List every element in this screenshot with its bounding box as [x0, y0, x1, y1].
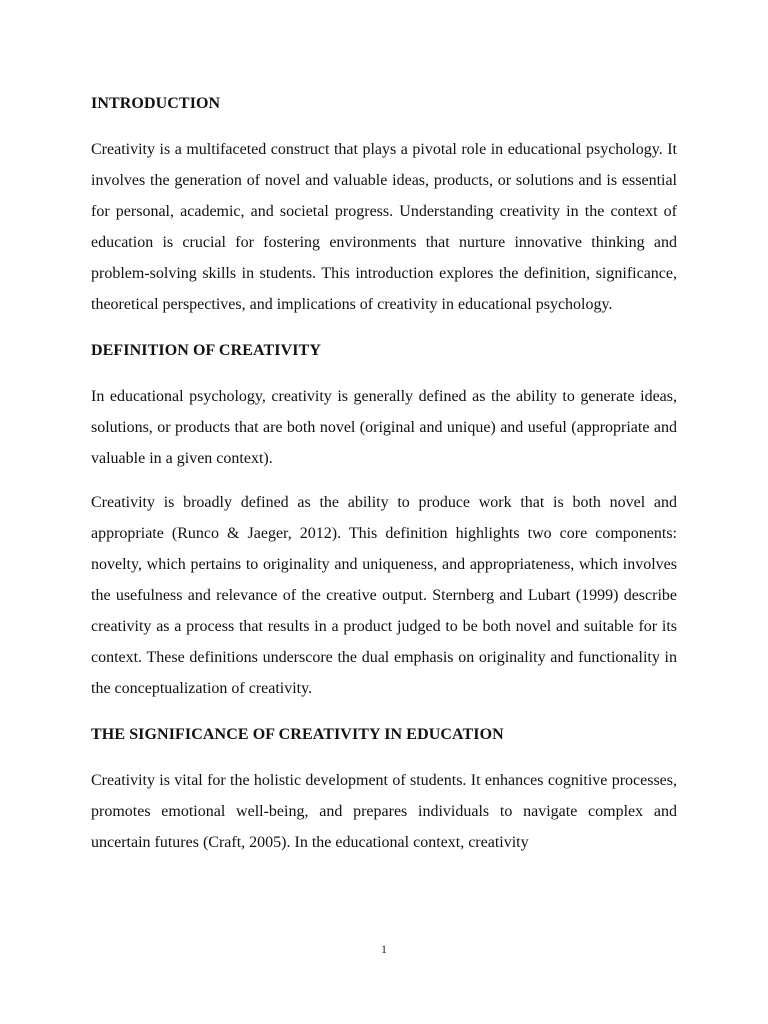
definition-paragraph-2: Creativity is broadly defined as the ability to produce work that is both novel and appropriate (Runco & Jaeger, 2012). This definition highlights two core components: novelty, which pertains to originality and uniqueness, and appropriateness, which involves the usefulness and relevance of the creative output. Sternberg and Lubart (1999) describe creativity as a process that results in a product judged to be both novel and suitable for its context. These definitions underscore the dual emphasis on originality and functionality in the conceptualization of creativity.: [91, 494, 677, 697]
section-heading-introduction: INTRODUCTION: [91, 95, 221, 112]
section-heading-definition: DEFINITION OF CREATIVITY: [91, 342, 321, 359]
significance-paragraph: Creativity is vital for the holistic development of students. It enhances cognitive processes, promotes emotional well-being, and prepares individuals to navigate complex and uncertain futures (Craft, 2005). In the educational context, creativity: [91, 772, 677, 851]
page-number: 1: [381, 942, 387, 956]
page-body: [91, 88, 677, 858]
section-heading-significance: THE SIGNIFICANCE OF CREATIVITY IN EDUCATION: [91, 726, 504, 743]
introduction-paragraph: Creativity is a multifaceted construct that plays a pivotal role in educational psychology. It involves the generation of novel and valuable ideas, products, or solutions and is essential for personal, academic, and societal progress. Understanding creativity in the context of education is crucial for fostering environments that nurture innovative thinking and problem-solving skills in students. This introduction explores the definition, significance, theoretical perspectives, and implications of creativity in educational psychology.: [91, 141, 677, 313]
definition-paragraph-1: In educational psychology, creativity is generally defined as the ability to generate ideas, solutions, or products that are both novel (original and unique) and useful (appropriate and valuable in a given context).: [91, 388, 677, 467]
